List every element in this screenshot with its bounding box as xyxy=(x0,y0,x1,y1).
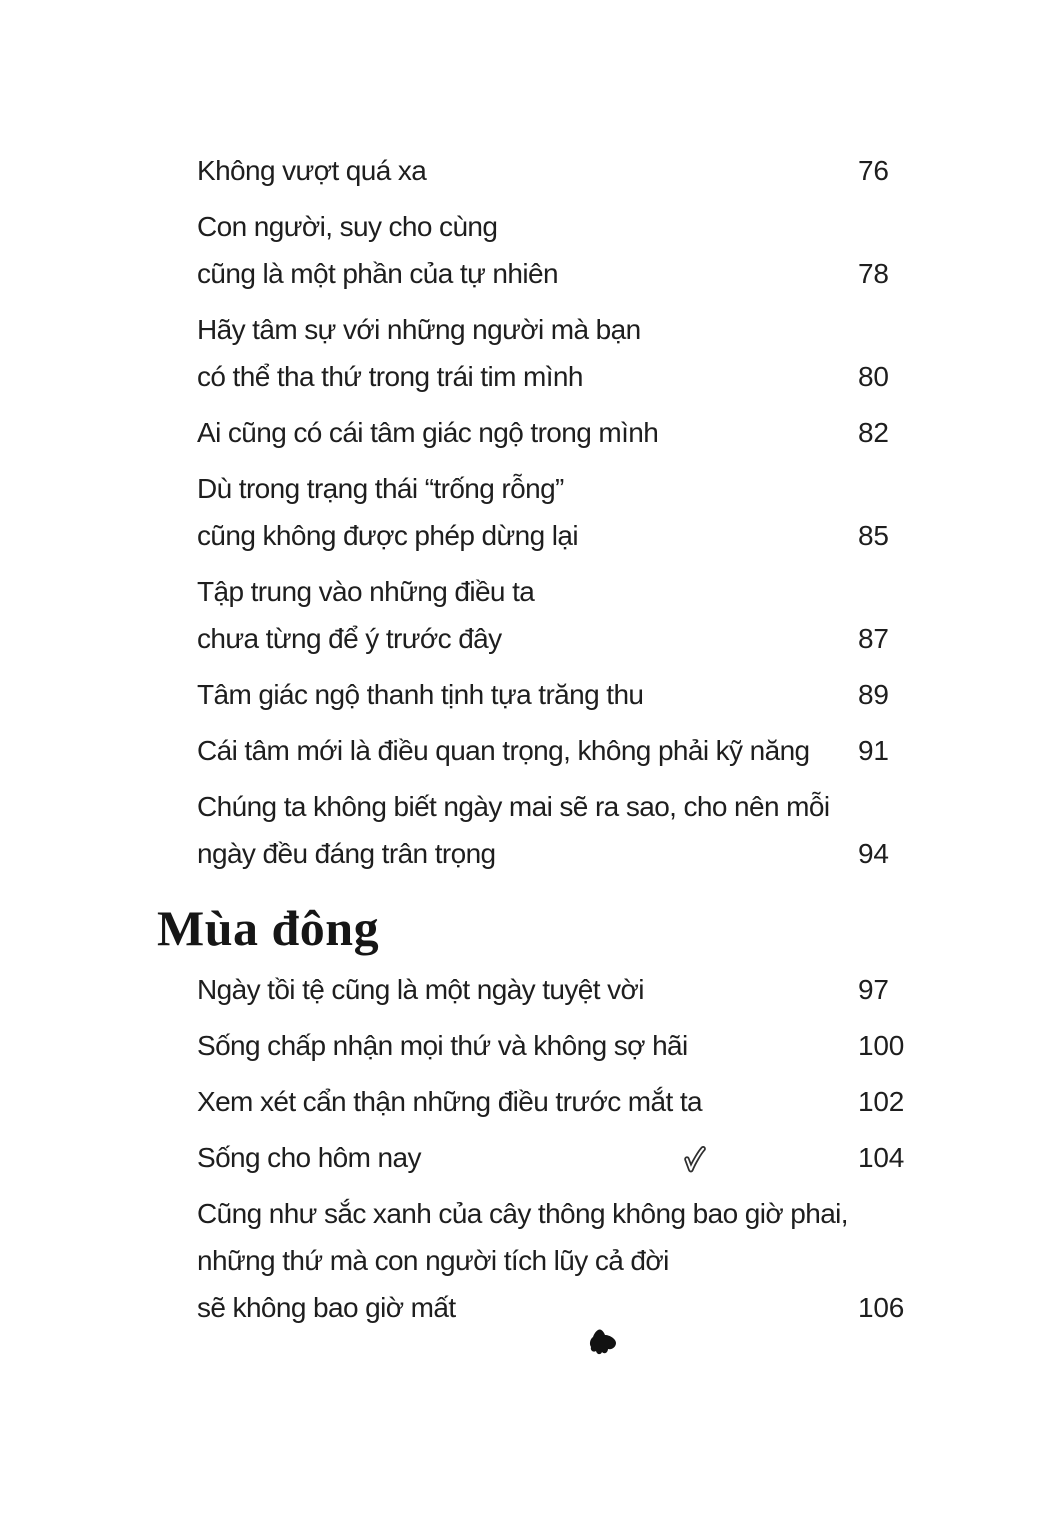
toc-entry-line xyxy=(197,671,957,718)
toc-entry-line xyxy=(197,306,957,353)
toc-entry-line xyxy=(197,250,957,297)
toc-entry-line xyxy=(197,1134,957,1181)
toc-entry-title: chưa từng để ý trước đây xyxy=(197,623,502,654)
toc-entry-title: Sống cho hôm nay xyxy=(197,1142,421,1173)
toc-entry-title: Cái tâm mới là điều quan trọng, không phải kỹ năng xyxy=(197,735,810,766)
toc-entry-line xyxy=(197,147,957,194)
toc-entry-line xyxy=(197,830,957,877)
toc-entry-title: Hãy tâm sự với những người mà bạn xyxy=(197,314,641,345)
toc-entry-page-number: 102 xyxy=(858,1086,905,1117)
toc-entry-title: ngày đều đáng trân trọng xyxy=(197,838,496,869)
toc-entry-line xyxy=(197,783,957,830)
toc-entry-title: Xem xét cẩn thận những điều trước mắt ta xyxy=(197,1086,703,1117)
toc-entry-line xyxy=(197,465,957,512)
toc-entry-title: Sống chấp nhận mọi thứ và không sợ hãi xyxy=(197,1030,688,1061)
toc-entry-page-number: 104 xyxy=(858,1142,905,1173)
toc-entry-line xyxy=(197,966,957,1013)
toc-entry-title: Cũng như sắc xanh của cây thông không bao giờ phai, xyxy=(197,1198,848,1229)
toc-entry xyxy=(197,966,957,1013)
toc-entry xyxy=(197,465,957,559)
toc-entry-title: có thể tha thứ trong trái tim mình xyxy=(197,361,583,392)
toc-entry-line xyxy=(197,409,957,456)
toc-entry-line xyxy=(197,1022,957,1069)
toc-entry xyxy=(197,1190,957,1331)
toc-entry xyxy=(197,203,957,297)
toc-entry-title: cũng không được phép dừng lại xyxy=(197,520,578,551)
toc-entry xyxy=(197,409,957,456)
toc-entry-line xyxy=(197,1078,957,1125)
toc-entry xyxy=(197,1022,957,1069)
toc-entry-line xyxy=(197,1237,957,1284)
toc-entry-line xyxy=(197,568,957,615)
toc-entry-line xyxy=(197,203,957,250)
toc-entry xyxy=(197,1078,957,1125)
toc-entry-line xyxy=(197,512,957,559)
toc-entry-page-number: 78 xyxy=(858,258,889,289)
toc-entry xyxy=(197,147,957,194)
toc-entry-title: Con người, suy cho cùng xyxy=(197,211,498,242)
toc-entry-title: cũng là một phần của tự nhiên xyxy=(197,258,558,289)
toc-entry-line xyxy=(197,1190,957,1237)
section-heading-winter: Mùa đông xyxy=(157,900,380,956)
toc-entry-title: Ai cũng có cái tâm giác ngộ trong mình xyxy=(197,417,659,448)
toc-entry-page-number: 76 xyxy=(858,155,889,186)
toc-entry-title: Tập trung vào những điều ta xyxy=(197,576,535,607)
toc-entry-line xyxy=(197,615,957,662)
toc-section-continued xyxy=(157,147,957,877)
toc-entry-line xyxy=(197,1284,957,1331)
toc-entry-page-number: 91 xyxy=(858,735,889,766)
toc-entry-list xyxy=(157,147,957,877)
toc-section-winter xyxy=(157,896,957,1331)
toc-entry-title: Tâm giác ngộ thanh tịnh tựa trăng thu xyxy=(197,679,644,710)
toc-entry-line xyxy=(197,727,957,774)
toc-entry-list xyxy=(157,966,957,1331)
toc-entry-page-number: 80 xyxy=(858,361,889,392)
toc-entry xyxy=(197,306,957,400)
toc-entry-page-number: 106 xyxy=(858,1292,905,1323)
toc-entry-title: Không vượt quá xa xyxy=(197,155,427,186)
toc-entry-title: Dù trong trạng thái “trống rỗng” xyxy=(197,473,564,504)
toc-entry-line xyxy=(197,353,957,400)
ink-blot-icon xyxy=(588,1328,618,1358)
toc-entry-page-number: 100 xyxy=(858,1030,905,1061)
toc-entry-page-number: 97 xyxy=(858,974,889,1005)
toc-entry-title: Chúng ta không biết ngày mai sẽ ra sao, cho nên mỗi xyxy=(197,791,830,822)
toc-entry-page-number: 82 xyxy=(858,417,889,448)
toc-entry xyxy=(197,727,957,774)
toc-entry-page-number: 87 xyxy=(858,623,889,654)
toc-entry xyxy=(197,783,957,877)
toc-entry-page-number: 89 xyxy=(858,679,889,710)
toc-entry-page-number: 94 xyxy=(858,838,889,869)
toc-entry-title: Ngày tồi tệ cũng là một ngày tuyệt vời xyxy=(197,974,644,1005)
toc-entry-page-number: 85 xyxy=(858,520,889,551)
table-of-contents xyxy=(157,147,957,1340)
toc-entry-title: những thứ mà con người tích lũy cả đời xyxy=(197,1245,669,1276)
toc-entry xyxy=(197,671,957,718)
toc-entry-title: sẽ không bao giờ mất xyxy=(197,1292,456,1323)
toc-entry xyxy=(197,568,957,662)
toc-entry xyxy=(197,1134,957,1181)
handwritten-check-icon xyxy=(681,1143,708,1175)
